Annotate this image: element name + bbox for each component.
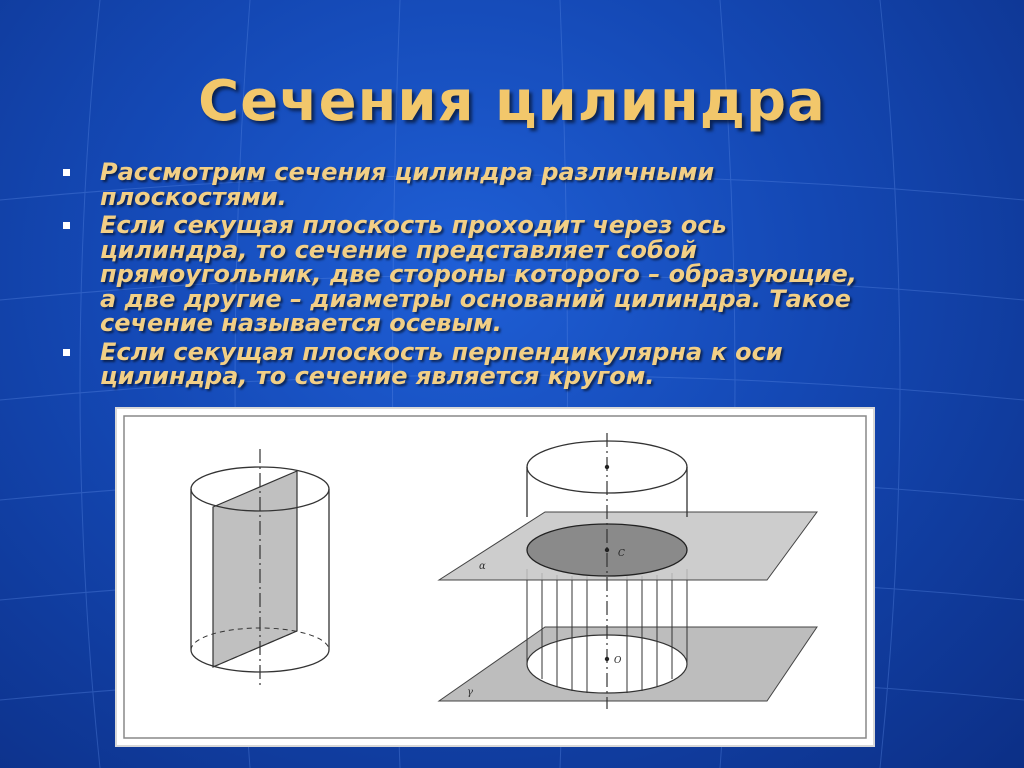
point-c xyxy=(605,548,609,552)
bullet-item xyxy=(60,337,870,390)
label-gamma: γ xyxy=(467,687,473,698)
bullet-square-icon xyxy=(63,169,70,176)
bullet-item xyxy=(60,213,870,336)
bullet-square-icon xyxy=(63,222,70,229)
label-c: C xyxy=(618,549,625,559)
label-alpha: α xyxy=(479,561,486,572)
bullet-list xyxy=(60,160,870,393)
bullet-square-icon xyxy=(63,349,70,356)
label-o: O xyxy=(614,656,622,666)
cylinder-sections-figure xyxy=(115,407,875,747)
bullet-text: Если секущая плоскость проходит через ось цилиндра, то сечение представляет собой прямоугольник, две стороны которого – образующие, а две другие – диаметры оснований цилиндра. Такое сечение называется осевым. xyxy=(100,211,857,337)
slide-title: Сечения цилиндра xyxy=(198,69,826,134)
top-center-point xyxy=(605,465,609,469)
bullet-text: Если секущая плоскость перпендикулярна к оси цилиндра, то сечение является кругом. xyxy=(100,337,783,390)
cylinder-drawing xyxy=(117,409,873,745)
bullet-item xyxy=(60,160,870,209)
bullet-text: Рассмотрим сечения цилиндра различными плоскостями. xyxy=(100,158,715,211)
point-o xyxy=(605,657,609,661)
